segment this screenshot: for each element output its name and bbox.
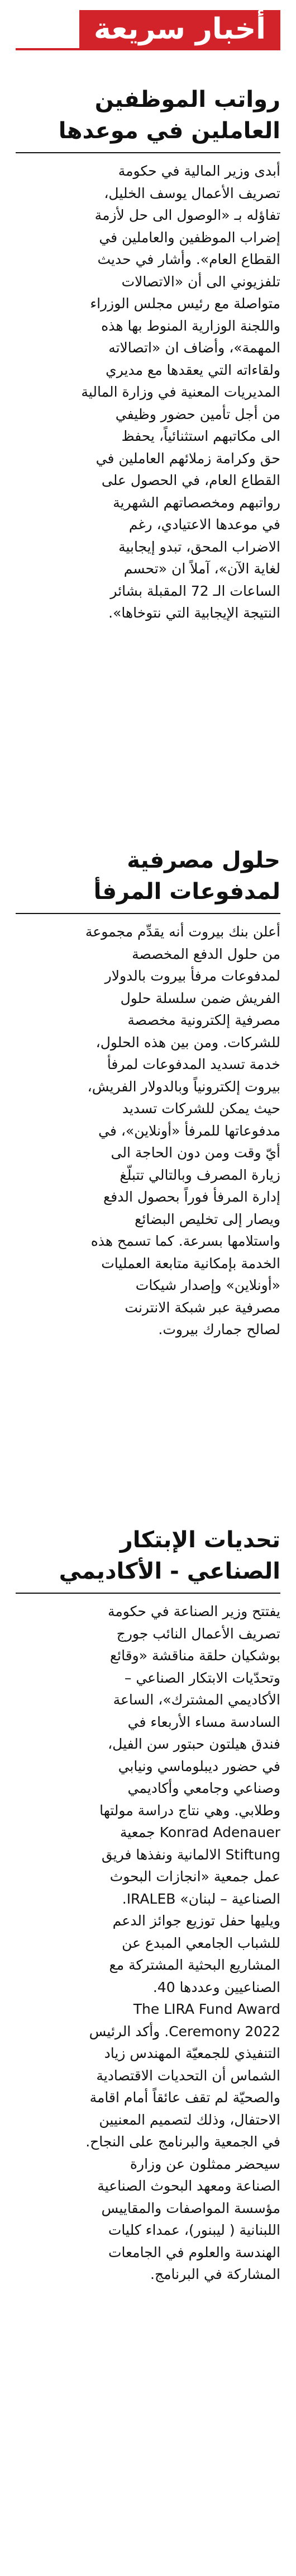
body-line: الشماس أن التحديات الاقتصادية	[96, 2067, 280, 2084]
section-title: أخبار سريعة	[79, 10, 280, 48]
body-line: ويليها حفل توزيع جوائز الدعم	[112, 1913, 280, 1929]
body-line: وطلابي. وهي نتاج دراسة مولتها	[99, 1802, 280, 1819]
body-line: واستلامها بسرعة. كما تسمح هذه	[90, 1233, 280, 1249]
article-salaries	[16, 84, 280, 624]
body-line: للشباب الجامعي المبدع عن	[122, 1934, 280, 1951]
body-line: لصالح جمارك بيروت.	[158, 1321, 280, 1338]
body-line: Stiftung الالمانية ونفذها فريق	[101, 1846, 280, 1863]
body-line: لمدفوعات مرفأ بيروت بالدولار	[104, 968, 280, 984]
body-line: المشاركة في البرنامج.	[150, 2266, 280, 2282]
headline-line: الصناعي - الأكاديمي	[59, 1558, 280, 1584]
headline-divider	[16, 1593, 280, 1594]
body-line: النتيجة الإيجابية التي نتوخاها».	[108, 605, 280, 621]
body-line: وتحدّيات الابتكار الصناعي –	[124, 1669, 280, 1686]
body-line: رواتبهم ومخصصاتهم الشهرية	[113, 494, 280, 511]
body-line: حق وكرامة زملائهم العاملين في	[96, 450, 280, 467]
body-line: الخدمة بإمكانية متابعة العمليات	[101, 1255, 280, 1271]
body-line: القطاع العام». وأشار في حديث	[97, 251, 280, 267]
body-line: المشاريع البحثية المشتركة مع	[109, 1957, 280, 1973]
body-line: ولقاءاته التي يعقدها مع مديري	[106, 361, 280, 378]
body-line: واللجنة الوزارية المنوط بها هذه	[101, 317, 280, 334]
body-line: الصناعيين وعددها 40.	[152, 1979, 280, 1995]
headline-divider	[16, 913, 280, 914]
article-body	[16, 921, 280, 1341]
body-line: بيروت إلكترونياً وبالدولار الفريش،	[87, 1078, 280, 1095]
body-line: إدارة المرفأ فوراً بحصول الدفع	[103, 1189, 280, 1205]
headline-divider	[16, 152, 280, 153]
body-line: تصريف الأعمال يوسف الخليل،	[104, 185, 280, 201]
body-line: يفتتح وزير الصناعة في حكومة	[108, 1603, 280, 1619]
body-line: الى مكاتبهم استثنائياً، يحفظ	[121, 428, 280, 444]
body-line: السادسة مساء الأربعاء في	[127, 1713, 280, 1730]
section-header	[16, 0, 280, 56]
body-line: ويصار إلى تخليص البضائع	[135, 1211, 280, 1227]
body-line: سيحضر ممثلون عن وزارة	[130, 2155, 280, 2172]
headline-line: العاملين في موعدها	[58, 118, 280, 144]
article-industrial-innovation	[16, 1524, 280, 2286]
body-line: مصرفية عبر شبكة الانترنت	[125, 1299, 280, 1316]
body-line: تصريف الأعمال النائب جورج	[116, 1625, 280, 1642]
body-line: مصرفية إلكترونية مخصصة	[127, 1012, 280, 1028]
article-headline	[16, 84, 280, 147]
body-line: وصناعي وجامعي وأكاديمي	[127, 1780, 280, 1796]
body-line: في الجمعية والبرنامج على النجاح.	[85, 2134, 280, 2150]
body-line: «أونلاين» وإصدار شيكات	[135, 1277, 280, 1293]
body-line: زيارة المصرف وبالتالي تتبلّغ	[120, 1166, 280, 1183]
body-line: حيث يمكن للشركات تسديد	[122, 1100, 280, 1117]
body-line: The LIRA Fund Award	[133, 2001, 280, 2017]
body-line: الساعات الـ 72 المقبلة بشائر	[110, 582, 280, 599]
body-line: في حضور ديبلوماسي ونيابي	[118, 1758, 280, 1774]
body-line: فندق هيلتون حبتور سن الفيل،	[108, 1736, 280, 1752]
body-line: من أجل تأمين حضور وظيفي	[115, 406, 280, 422]
body-line: عمل جمعية «انجازات البحوث	[109, 1868, 280, 1885]
body-line: الصناعة ومعهد البحوث الصناعية	[97, 2178, 280, 2194]
body-line: المديريات المعنية في وزارة المالية	[81, 384, 280, 400]
body-line: الاضراب المحق، تبدو إيجابية	[118, 538, 280, 555]
headline-line: حلول مصرفية	[127, 847, 280, 873]
body-line: إضراب الموظفين والعاملين في	[99, 229, 280, 246]
body-line: خدمة تسديد المدفوعات لمرفأ	[107, 1056, 280, 1072]
body-line: أعلن بنك بيروت أنه يقدِّم مجموعة	[85, 924, 280, 940]
headline-line: لمدفوعات المرفأ	[93, 879, 280, 905]
body-line: أبدى وزير المالية في حكومة	[118, 163, 280, 179]
section-header-rule	[16, 48, 280, 50]
body-line: القطاع العام، في الحصول على	[101, 472, 280, 488]
article-headline	[16, 845, 280, 907]
body-line: لغاية الآن»، آملاً ان «تحسم	[123, 561, 280, 577]
body-line: اللبنانية ( ليبنور)، عمداء كليات	[108, 2222, 280, 2238]
body-line: بوشكيان حلقة مناقشة «وقائع	[109, 1647, 280, 1664]
body-line: مؤسسة المواصفات والمقاييس	[101, 2200, 280, 2216]
body-line: مدفوعاتها للمرفأ «أونلاين»، في	[98, 1122, 280, 1139]
body-line: Konrad Adenauer جمعية	[120, 1824, 280, 1840]
article-body	[16, 160, 280, 624]
body-line: الهندسة والعلوم في الجامعات	[108, 2244, 280, 2261]
body-line: الأكاديمي المشترك»، الساعة	[113, 1692, 280, 1708]
headline-line: تحديات الإبتكار	[120, 1527, 280, 1553]
article-headline	[16, 1524, 280, 1587]
body-line: أيّ وقت ومن دون الحاجة الى	[111, 1145, 280, 1161]
body-line: Ceremony 2022. وأكد الرئيس	[89, 2023, 280, 2040]
body-line: في موعدها الاعتيادي، رغم	[128, 516, 280, 533]
headline-line: رواتب الموظفين	[94, 87, 280, 112]
article-body	[16, 1600, 280, 2286]
body-line: المهمة»، وأضاف ان «اتصالاته	[108, 340, 280, 356]
body-line: للشركات. ومن بين هذه الحلول،	[96, 1034, 280, 1051]
body-line: تلفزيوني الى أن «الاتصالات	[121, 273, 280, 290]
body-line: من حلول الدفع المخصصة	[132, 945, 280, 962]
body-line: والصحيّة لم تقف عائقاً أمام اقامة	[89, 2089, 280, 2106]
body-line: التنفيذي للجمعيّة المهندس زياد	[104, 2045, 280, 2061]
body-line: الفريش ضمن سلسلة حلول	[120, 990, 280, 1006]
body-line: متواصلة مع رئيس مجلس الوزراء	[90, 295, 280, 312]
body-line: الاحتفال، وذلك لتصميم المعنيين	[99, 2111, 280, 2128]
body-line: تفاؤله بـ «الوصول الى حل لأزمة	[94, 207, 280, 223]
article-port-payments	[16, 845, 280, 1341]
body-line: الصناعية – لبنان» IRALEB.	[122, 1890, 280, 1907]
